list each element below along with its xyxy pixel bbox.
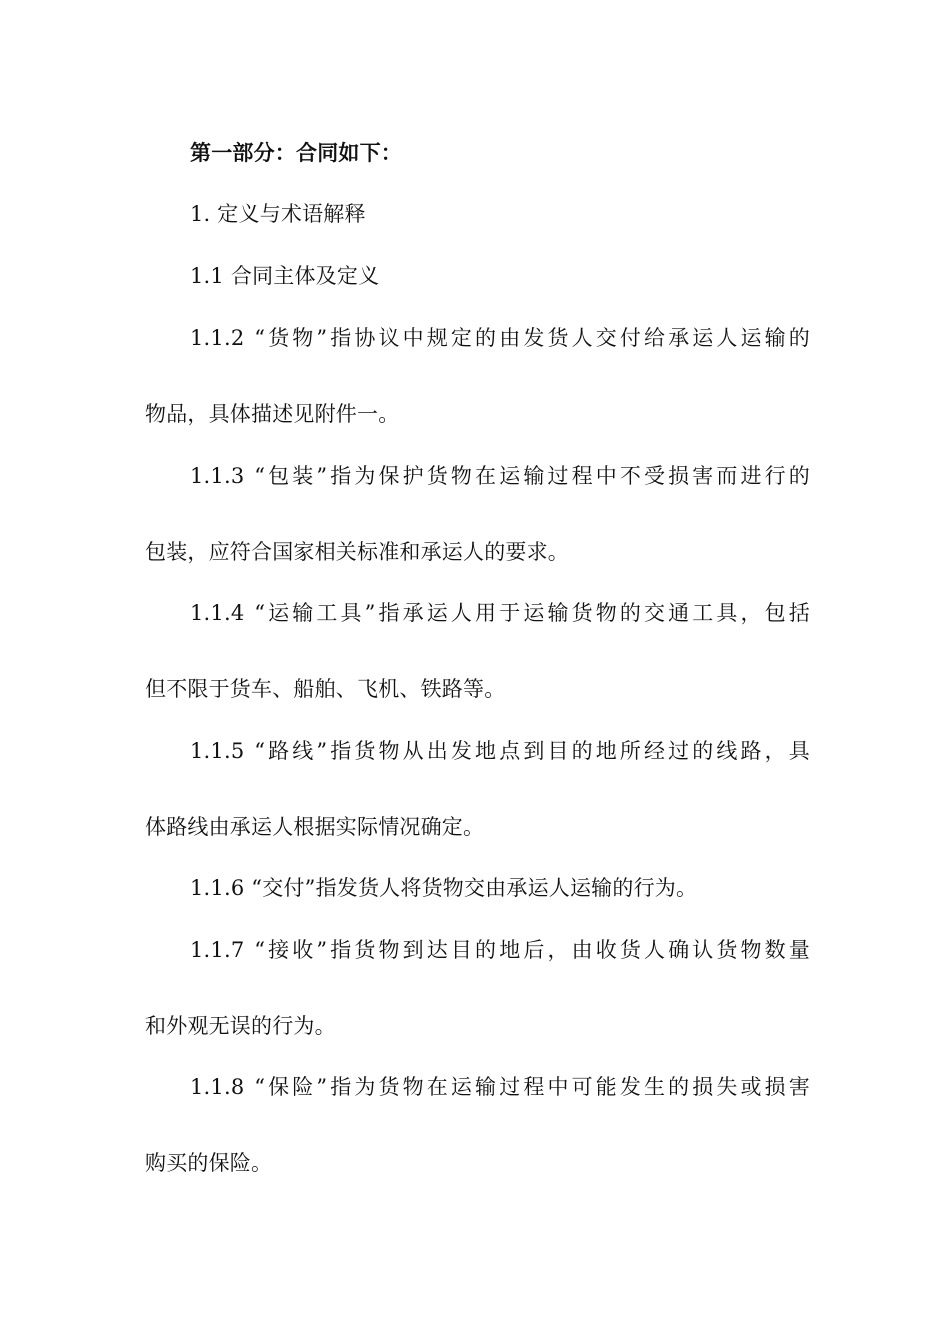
clause-continuation: 体路线由承运人根据实际情况确定。 [145, 815, 485, 839]
clause-continuation: 购买的保险。 [145, 1151, 273, 1175]
clause-continuation: 包装，应符合国家相关标准和承运人的要求。 [145, 540, 569, 564]
clause-line: 1.1.7 “接收”指货物到达目的地后，由收货人确认货物数量 [190, 938, 810, 962]
clause-line: 1.1.3 “包装”指为保护货物在运输过程中不受损害而进行的 [190, 464, 810, 488]
clause-line: 1.1.5 “路线”指货物从出发地点到目的地所经过的线路，具 [190, 739, 810, 763]
subsection-heading: 1.1 合同主体及定义 [190, 264, 380, 288]
clause-line: 1.1.2 “货物”指协议中规定的由发货人交付给承运人运输的 [190, 326, 810, 350]
clause-line: 1.1.8 “保险”指为货物在运输过程中可能发生的损失或损害 [190, 1075, 810, 1099]
section-heading: 1. 定义与术语解释 [190, 202, 366, 226]
clause-line: 1.1.4 “运输工具”指承运人用于运输货物的交通工具，包括 [190, 601, 810, 625]
clause-continuation: 但不限于货车、船舶、飞机、铁路等。 [145, 677, 506, 701]
clause-line: 1.1.6 “交付”指发货人将货物交由承运人运输的行为。 [190, 876, 698, 900]
clause-continuation: 和外观无误的行为。 [145, 1014, 336, 1038]
part-heading: 第一部分：合同如下： [190, 140, 402, 165]
clause-continuation: 物品，具体描述见附件一。 [145, 402, 400, 426]
